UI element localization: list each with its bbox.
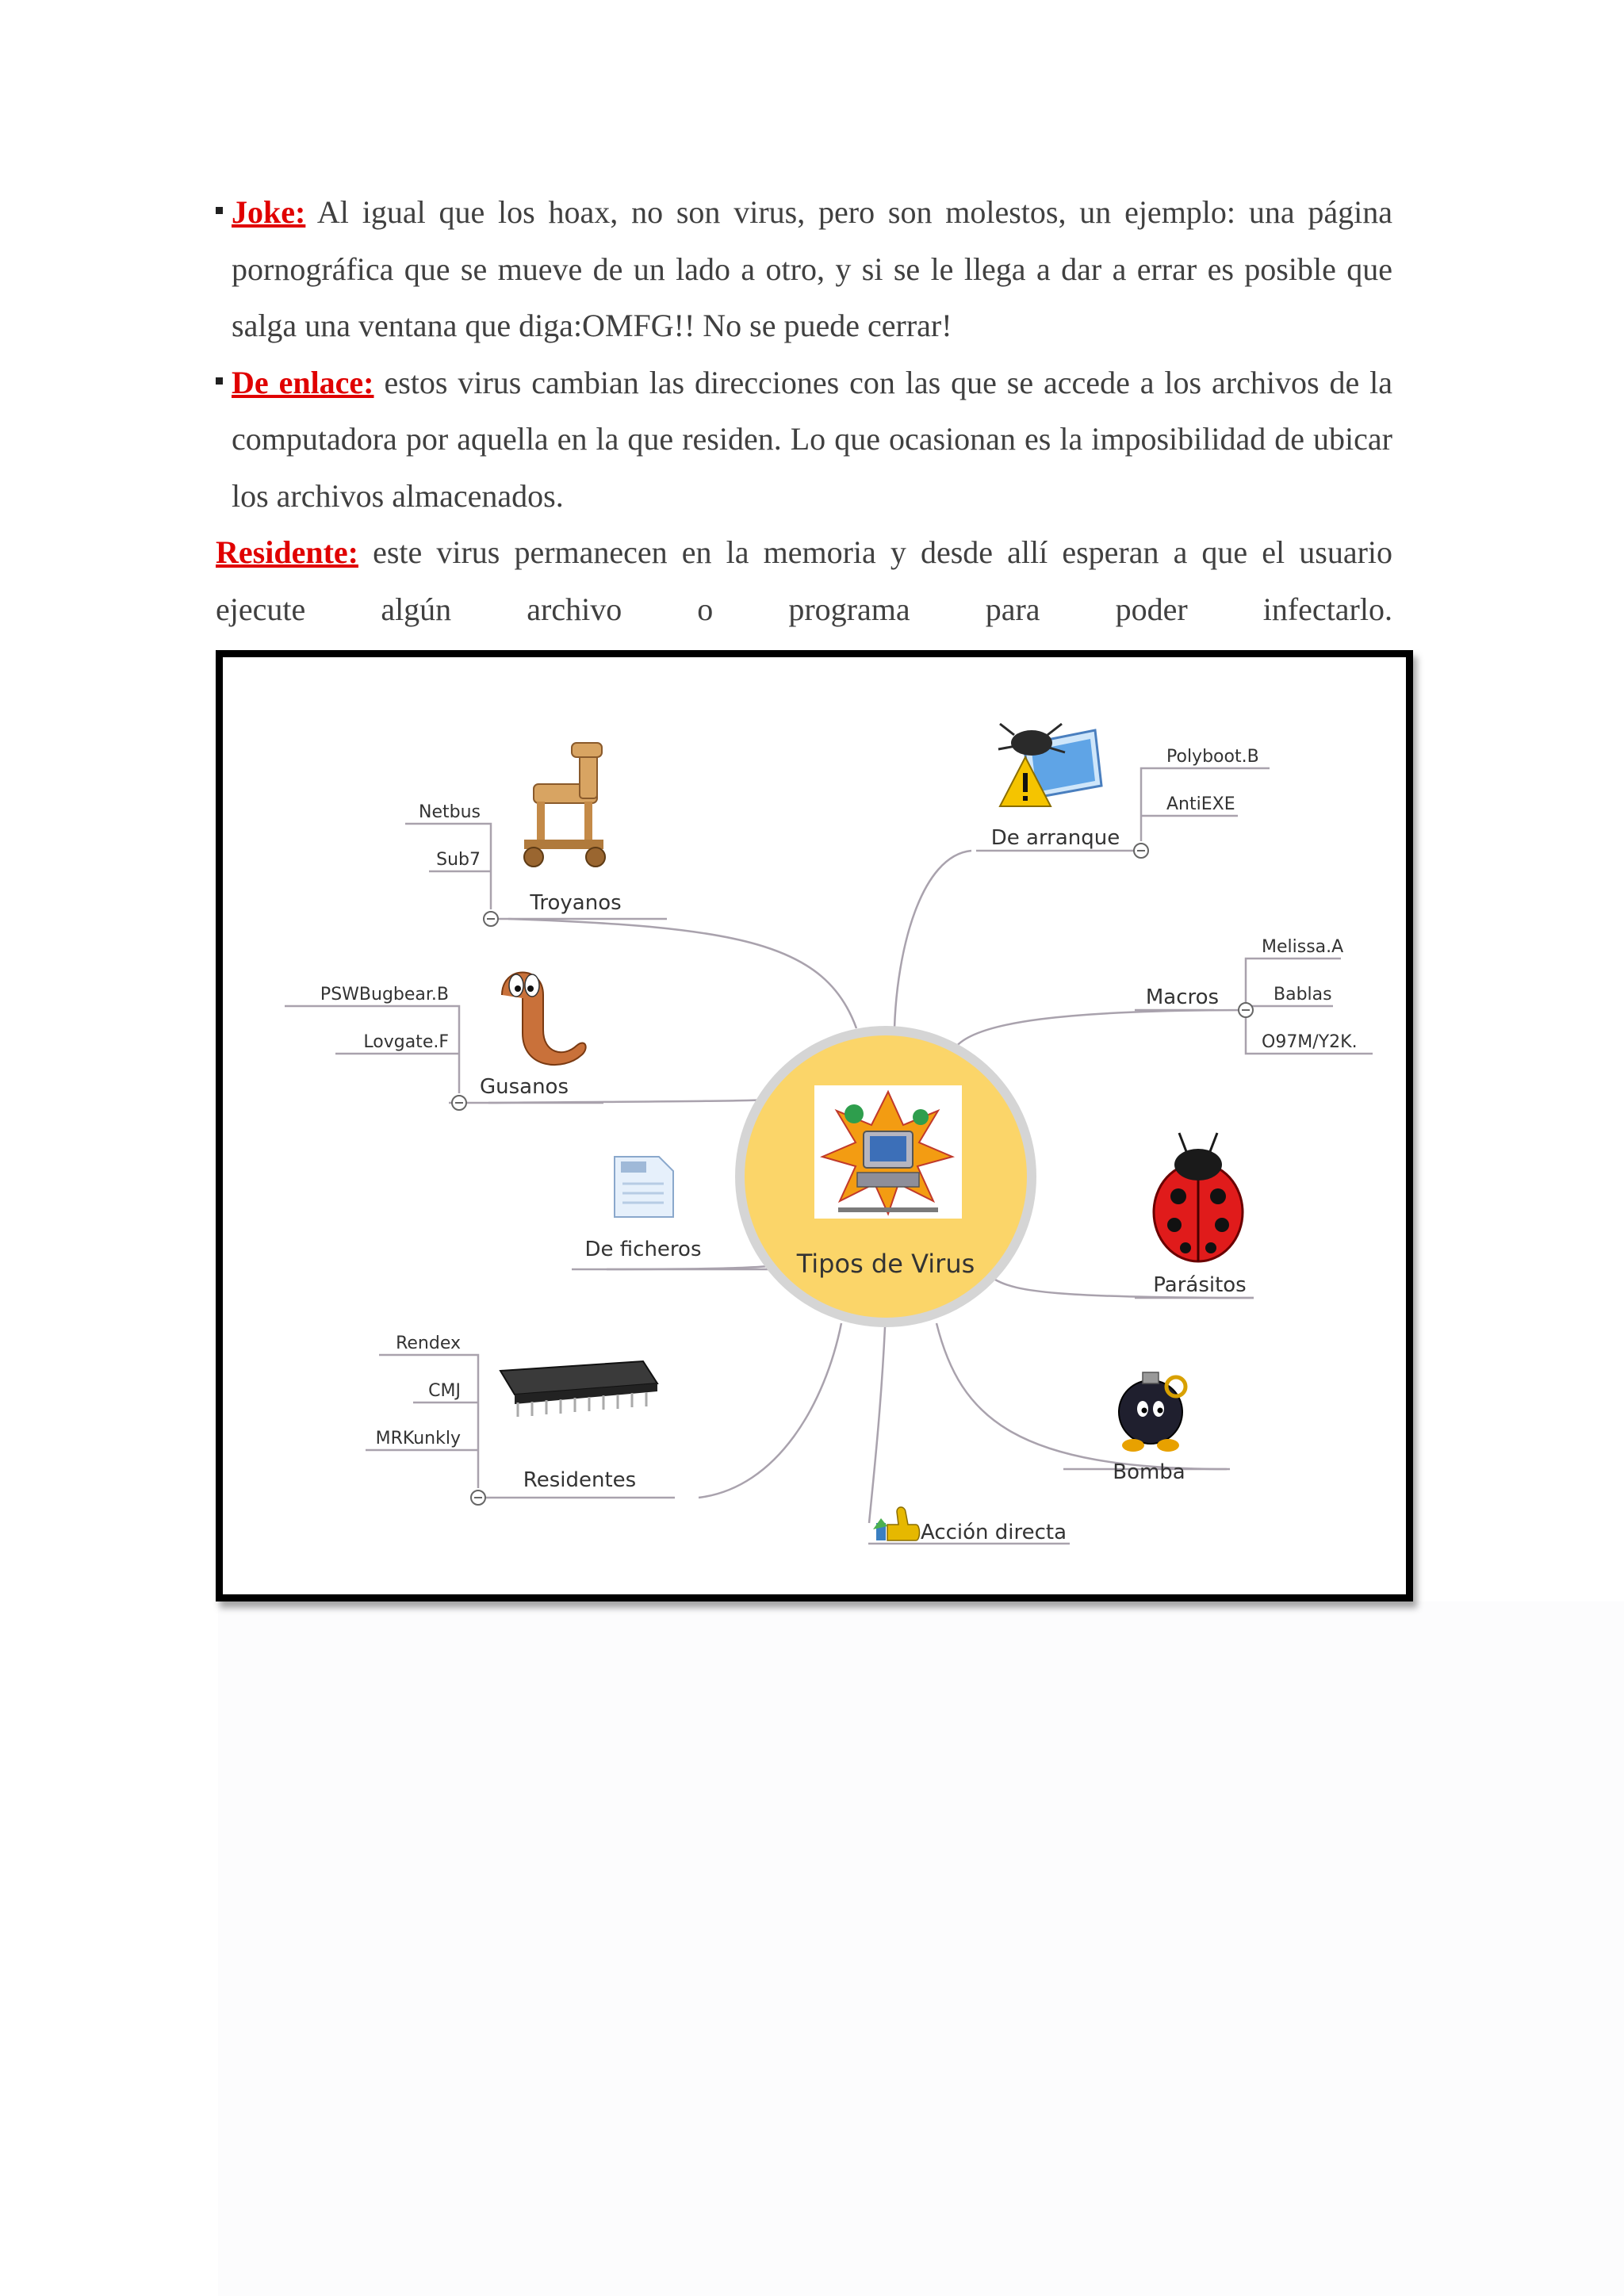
branch-troyanos-label[interactable]: Troyanos <box>530 891 622 915</box>
branch-accion-label[interactable]: Acción directa <box>921 1521 1067 1544</box>
branch-ficheros-label[interactable]: De ficheros <box>584 1238 702 1261</box>
child-antiexe-label[interactable]: AntiEXE <box>1166 794 1235 814</box>
term-residente: Residente: <box>216 534 358 570</box>
bullet-icon <box>216 207 223 214</box>
branch-bomba-label[interactable]: Bomba <box>1113 1460 1185 1484</box>
paragraph-joke <box>216 184 1392 354</box>
branch-parasitos-label[interactable]: Parásitos <box>1153 1273 1247 1297</box>
branch-gusanos-label[interactable]: Gusanos <box>479 1075 569 1099</box>
child-netbus-label[interactable]: Netbus <box>419 802 481 822</box>
child-polyboot-label[interactable]: Polyboot.B <box>1166 747 1259 767</box>
center-label: Tipos de Virus <box>796 1249 975 1279</box>
branch-arranque-label[interactable]: De arranque <box>990 826 1120 850</box>
child-pswbugbear-label[interactable]: PSWBugbear.B <box>320 985 449 1004</box>
bullet-icon <box>216 377 223 385</box>
term-enlace: De enlace: <box>232 364 374 400</box>
child-lovgate-label[interactable]: Lovgate.F <box>363 1032 449 1052</box>
paragraph-residente <box>216 524 1392 637</box>
child-sub7-label[interactable]: Sub7 <box>436 850 481 870</box>
file-icon <box>615 1157 673 1217</box>
mindmap-svg <box>223 657 1406 1594</box>
mindmap-figure <box>216 650 1413 1601</box>
child-o97m-label[interactable]: O97M/Y2K. <box>1262 1032 1358 1052</box>
branch-macros-label[interactable]: Macros <box>1145 985 1220 1009</box>
trojan-horse-icon <box>524 743 605 867</box>
worm-icon <box>502 973 586 1066</box>
text-residente: este virus permanecen en la memoria y desde allí esperan a que el usuario ejecute algún archivo o programa para poder infectarlo. <box>216 534 1392 627</box>
thumbs-up-icon <box>873 1507 920 1540</box>
bomb-icon <box>1119 1372 1185 1452</box>
microchip-icon <box>500 1361 657 1417</box>
child-bablas-label[interactable]: Bablas <box>1274 985 1332 1004</box>
background-panel <box>218 1601 1624 2296</box>
virus-computer-icon <box>814 1085 962 1219</box>
child-cmj-label[interactable]: CMJ <box>428 1381 461 1401</box>
text-joke: Al igual que los hoax, no son virus, pero son molestos, un ejemplo: una página pornográfica que se mueve de un lado a otro, y si se le llega a dar a errar es posible que salga una ventana que diga:OMFG!! No se puede cerrar! <box>232 194 1392 343</box>
child-melissa-label[interactable]: Melissa.A <box>1262 937 1344 957</box>
text-enlace: estos virus cambian las direcciones con las que se accede a los archivos de la computadora por aquella en la que residen. Lo que ocasionan es la imposibilidad de ubicar los archivos almacenados. <box>232 364 1392 514</box>
ladybug-icon <box>1154 1133 1243 1261</box>
child-rendex-label[interactable]: Rendex <box>396 1334 461 1353</box>
child-mrkunkly-label[interactable]: MRKunkly <box>375 1429 461 1448</box>
term-joke: Joke: <box>232 194 306 230</box>
computer-warning-icon <box>998 724 1101 806</box>
document-text <box>216 184 1392 637</box>
paragraph-enlace <box>216 354 1392 525</box>
branch-residentes-label[interactable]: Residentes <box>523 1468 637 1492</box>
